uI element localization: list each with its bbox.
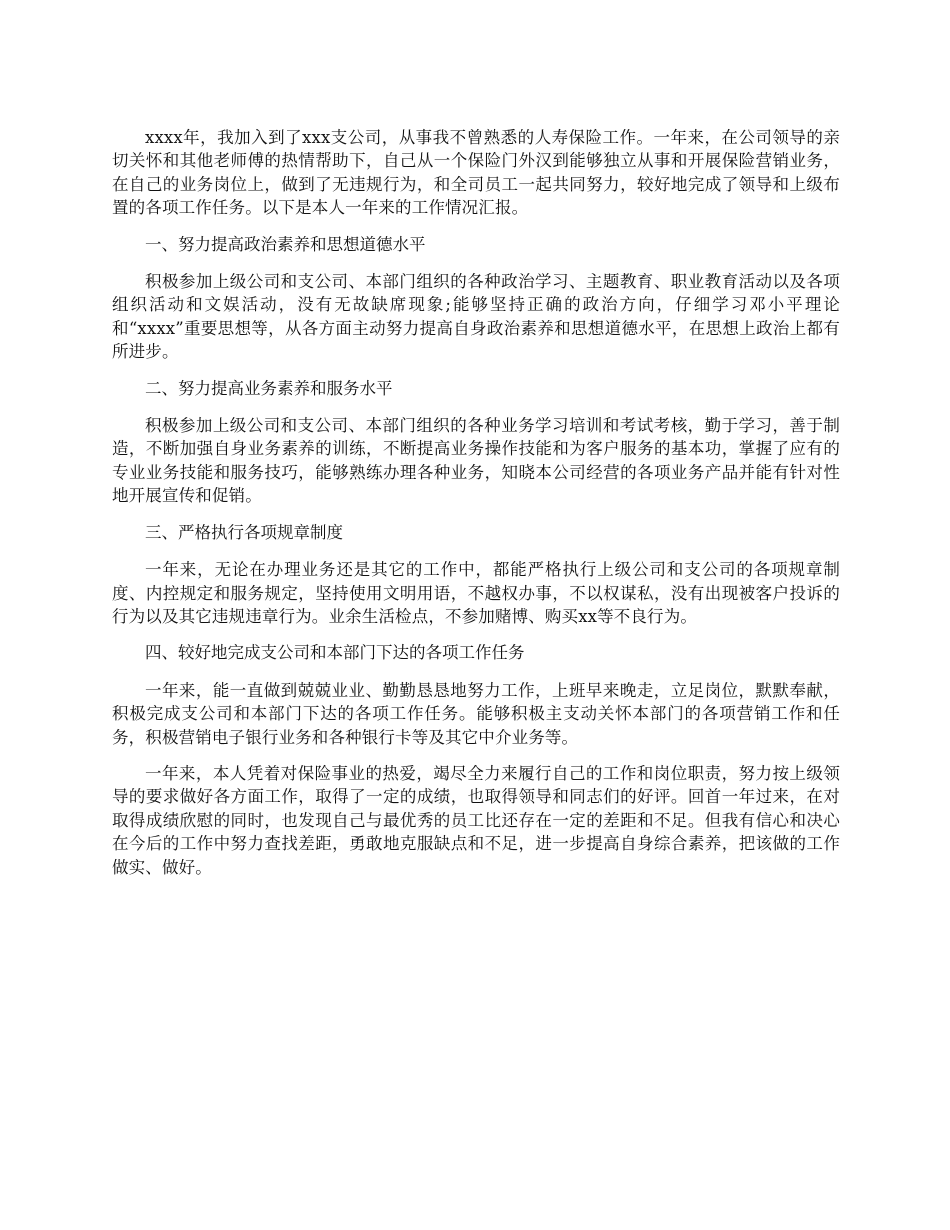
section-heading-1: 一、努力提高政治素养和思想道德水平 <box>145 234 426 254</box>
section-paragraph-3: 一年来，无论在办理业务还是其它的工作中，都能严格执行上级公司和支公司的各项规章制度、内控规定和服务规定，坚持使用文明用语，不越权办事，不以权谋私，没有出现被客户投诉的行为以及其它违规违章行为。业余生活检点，不参加赌博、购买xx等不良行为。 <box>112 560 840 626</box>
intro-paragraph: xxxx年，我加入到了xxx支公司，从事我不曾熟悉的人寿保险工作。一年来，在公司领导的亲切关怀和其他老师傅的热情帮助下，自己从一个保险门外汉到能够独立从事和开展保险营销业务，在自己的业务岗位上，做到了无违规行为，和全司员工一起共同努力，较好地完成了领导和上级布置的各项工作任务。以下是本人一年来的工作情况汇报。 <box>112 128 840 218</box>
section-paragraph-4: 一年来，能一直做到兢兢业业、勤勤恳恳地努力工作，上班早来晚走，立足岗位，默默奉献，积极完成支公司和本部门下达的各项工作任务。能够积极主支动关怀本部门的各项营销工作和任务，积极营销电子银行业务和各种银行卡等及其它中介业务等。 <box>112 680 840 747</box>
document-body <box>112 126 840 892</box>
conclusion-paragraph: 一年来，本人凭着对保险事业的热爱，竭尽全力来履行自己的工作和岗位职责，努力按上级领导的要求做好各方面工作，取得了一定的成绩，也取得领导和同志们的好评。回首一年过来，在对取得成绩欣慰的同时，也发现自己与最优秀的员工比还存在一定的差距和不足。但我有信心和决心在今后的工作中努力查找差距，勇敢地克服缺点和不足，进一步提高自身综合素养，把该做的工作做实、做好。 <box>112 763 840 877</box>
section-heading-3: 三、严格执行各项规章制度 <box>145 522 343 542</box>
section-paragraph-1: 积极参加上级公司和支公司、本部门组织的各种政治学习、主题教育、职业教育活动以及各项组织活动和文娱活动，没有无故缺席现象;能够坚持正确的政治方向，仔细学习邓小平理论和“xxxx”重要思想等，从各方面主动努力提高自身政治素养和思想道德水平，在思想上政治上都有所进步。 <box>112 272 840 362</box>
section-heading-2: 二、努力提高业务素养和服务水平 <box>145 378 393 398</box>
section-paragraph-2: 积极参加上级公司和支公司、本部门组织的各种业务学习培训和考试考核，勤于学习，善于制造，不断加强自身业务素养的训练，不断提高业务操作技能和为客户服务的基本功，掌握了应有的专业业务技能和服务技巧，能够熟练办理各种业务，知晓本公司经营的各项业务产品并能有针对性地开展宣传和促销。 <box>112 416 840 506</box>
section-heading-4: 四、较好地完成支公司和本部门下达的各项工作任务 <box>145 643 525 663</box>
